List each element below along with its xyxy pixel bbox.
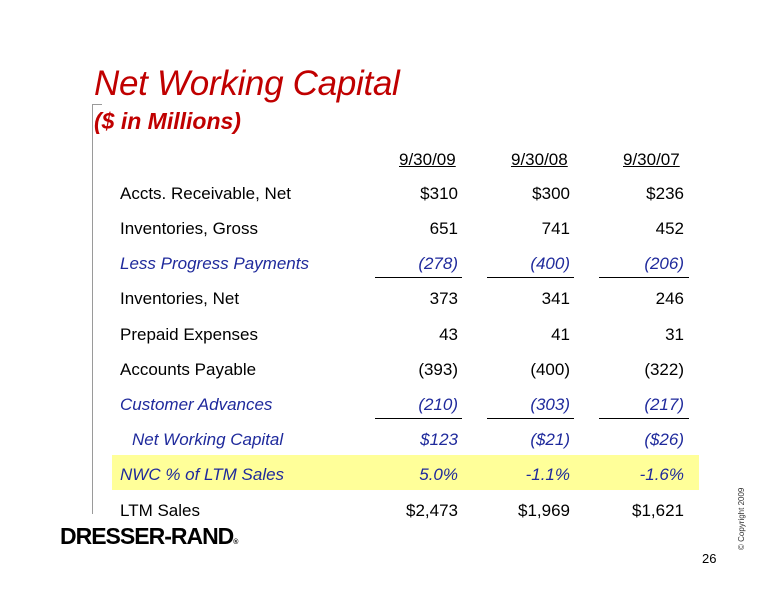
page-title: Net Working Capital bbox=[94, 64, 400, 103]
column-header-2008: 9/30/08 bbox=[511, 150, 568, 169]
cell-2008: 41 bbox=[551, 325, 570, 344]
subtotal-underline bbox=[375, 418, 462, 419]
table-row-inventories-net bbox=[0, 289, 776, 311]
row-label: Prepaid Expenses bbox=[120, 325, 258, 344]
cell-2009: $123 bbox=[420, 430, 458, 449]
cell-2009: 43 bbox=[439, 325, 458, 344]
subtotal-underline bbox=[599, 277, 689, 278]
cell-2009: 5.0% bbox=[419, 465, 458, 484]
row-label: Inventories, Net bbox=[120, 289, 240, 308]
logo-text: DRESSER-RAND bbox=[60, 523, 234, 549]
cell-2009: (278) bbox=[418, 254, 458, 273]
row-label: Less Progress Payments bbox=[120, 254, 309, 273]
row-label: Net Working Capital bbox=[132, 430, 284, 449]
cell-2007: 246 bbox=[655, 289, 684, 308]
subtotal-underline bbox=[375, 277, 462, 278]
table-row-less-progress-payments bbox=[0, 254, 776, 276]
table-row-nwc-pct-ltm-sales bbox=[0, 465, 776, 487]
cell-2007: (206) bbox=[644, 254, 684, 273]
row-label: Accts. Receivable, Net bbox=[120, 184, 292, 203]
cell-2008: $300 bbox=[532, 184, 570, 203]
row-label: Inventories, Gross bbox=[120, 219, 258, 238]
column-header-2009: 9/30/09 bbox=[399, 150, 456, 169]
cell-2009: $310 bbox=[420, 184, 458, 203]
table-row-ltm-sales bbox=[0, 501, 776, 523]
cell-2008: (400) bbox=[530, 360, 570, 379]
frame-corner-top bbox=[92, 104, 102, 105]
copyright-notice: © Copyright 2009 bbox=[737, 487, 746, 550]
cell-2007: $1,621 bbox=[632, 501, 684, 520]
subtotal-underline bbox=[487, 277, 574, 278]
cell-2007: ($26) bbox=[644, 430, 684, 449]
cell-2008: (400) bbox=[530, 254, 570, 273]
table-row-prepaid-expenses bbox=[0, 325, 776, 347]
page-subtitle: ($ in Millions) bbox=[94, 108, 241, 134]
row-label: NWC % of LTM Sales bbox=[120, 465, 285, 484]
cell-2008: 741 bbox=[541, 219, 570, 238]
table-row-accts-receivable bbox=[0, 184, 776, 206]
subtotal-underline bbox=[599, 418, 689, 419]
table-row-customer-advances bbox=[0, 395, 776, 417]
cell-2007: -1.6% bbox=[639, 465, 684, 484]
cell-2007: 31 bbox=[665, 325, 684, 344]
cell-2007: $236 bbox=[646, 184, 684, 203]
cell-2009: $2,473 bbox=[406, 501, 458, 520]
row-label: Customer Advances bbox=[120, 395, 273, 414]
table-row-net-working-capital bbox=[0, 430, 776, 452]
cell-2008: 341 bbox=[541, 289, 570, 308]
cell-2009: (393) bbox=[418, 360, 458, 379]
cell-2008: $1,969 bbox=[518, 501, 570, 520]
cell-2009: 651 bbox=[429, 219, 458, 238]
cell-2007: (322) bbox=[644, 360, 684, 379]
cell-2009: (210) bbox=[418, 395, 458, 414]
cell-2008: (303) bbox=[530, 395, 570, 414]
table-row-accounts-payable bbox=[0, 360, 776, 382]
registered-mark: ® bbox=[233, 539, 239, 546]
subtotal-underline bbox=[487, 418, 574, 419]
cell-2008: -1.1% bbox=[525, 465, 570, 484]
dresser-rand-logo bbox=[60, 525, 238, 548]
cell-2009: 373 bbox=[429, 289, 458, 308]
column-header-2007: 9/30/07 bbox=[623, 150, 680, 169]
cell-2007: 452 bbox=[655, 219, 684, 238]
cell-2007: (217) bbox=[644, 395, 684, 414]
cell-2008: ($21) bbox=[530, 430, 570, 449]
row-label: LTM Sales bbox=[120, 501, 200, 520]
table-row-inventories-gross bbox=[0, 219, 776, 241]
row-label: Accounts Payable bbox=[120, 360, 257, 379]
page-number: 26 bbox=[702, 551, 717, 566]
